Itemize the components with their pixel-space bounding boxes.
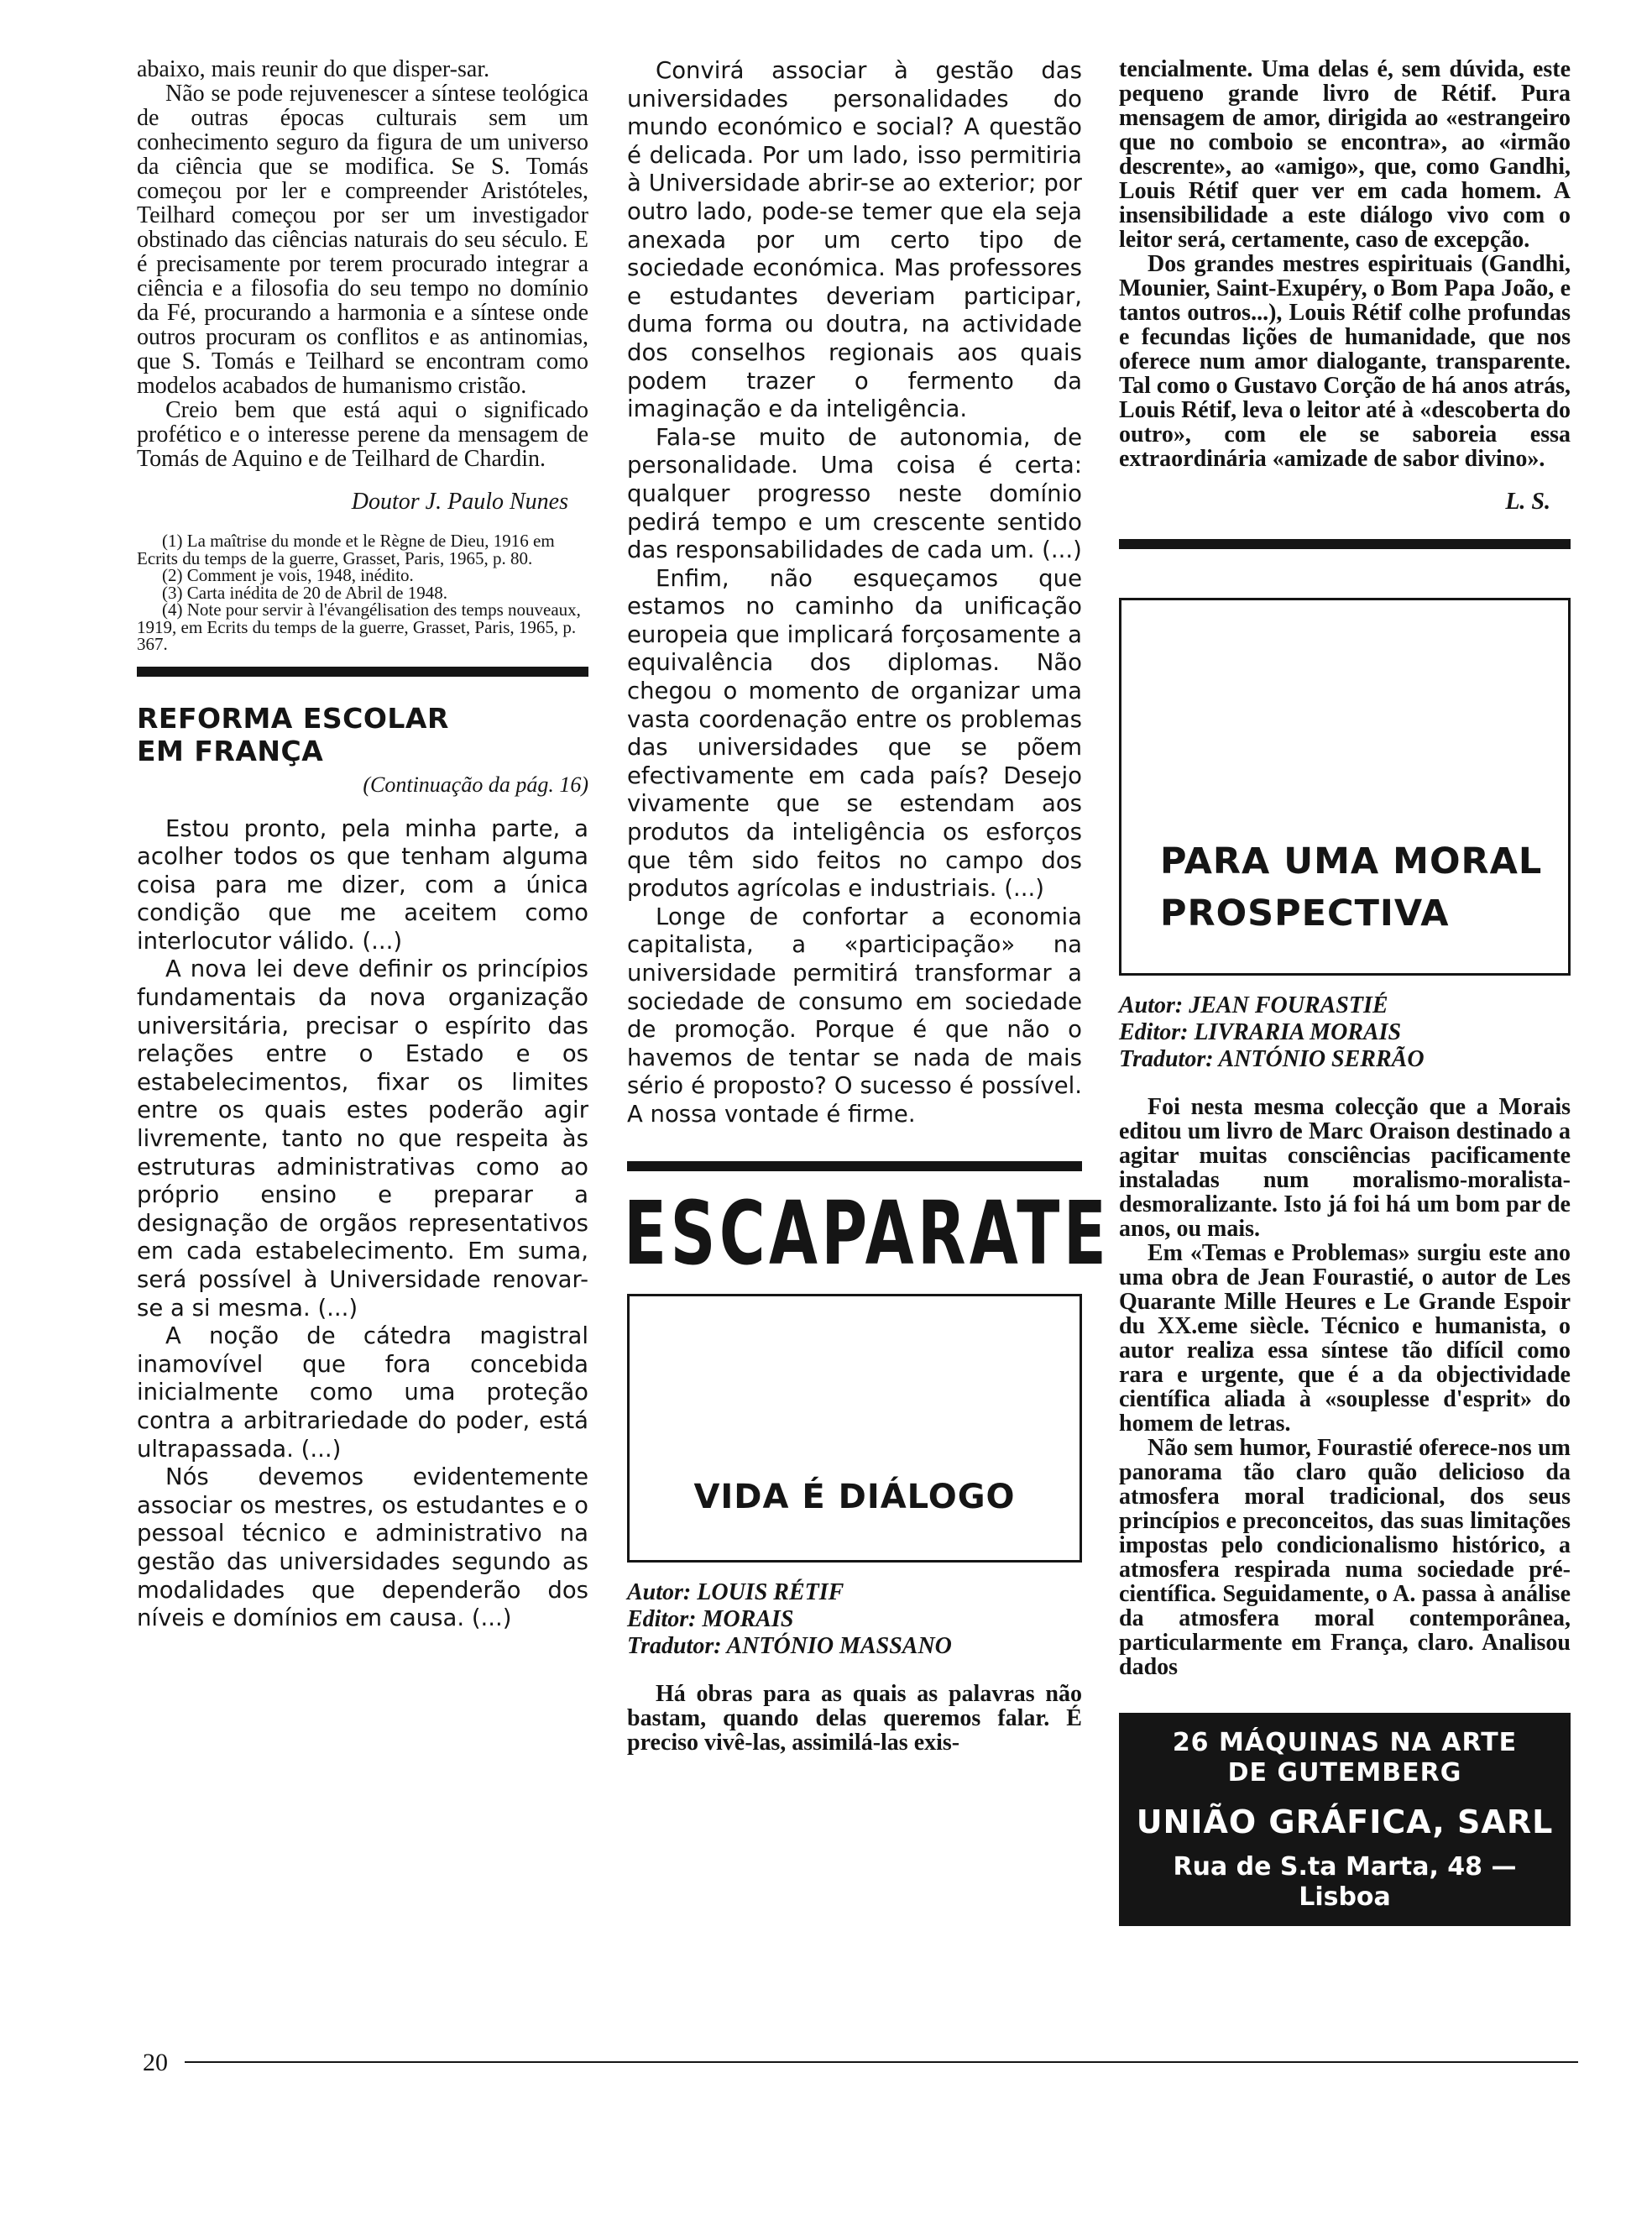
column-right bbox=[1119, 57, 1571, 1926]
column-left bbox=[137, 57, 588, 1633]
book-title-box bbox=[627, 1294, 1082, 1563]
ad-line: 26 MÁQUINAS NA ARTE bbox=[1172, 1728, 1518, 1757]
section-divider bbox=[627, 1161, 1082, 1171]
paragraph: Convirá associar à gestão das universidades personalidades do mundo económico e social? A questão é delicada. Por um lado, isso permitiria à Universidade abrir-se ao exterior; por outro lado, pode-se temer que ela seja anexada por um certo tipo de sociedade económica. Mas professores e estudantes deveriam participar, duma forma ou doutra, na actividade dos conselhos regionais aos quais podem trazer o fermento da imaginação e da inteligência. bbox=[627, 57, 1082, 423]
paragraph: Creio bem que está aqui o significado profético e o interesse perene da mensagem de Tomás de Aquino e de Teilhard de Chardin. bbox=[137, 397, 588, 472]
ad-address: Rua de S.ta Marta, 48 — Lisboa bbox=[1173, 1852, 1517, 1912]
paragraph: Enfim, não esqueçamos que estamos no caminho da unificação europeia que implicará forçosamente a equivalência dos diplomas. Não chegou o momento de organizar uma vasta coordenação entre os problemas das universidades que se põem efectivamente em cada país? Desejo vivamente que se estendam aos produtos da inteligência os esforços que têm sido feitos no campo dos produtos agrícolas e industriais. (...) bbox=[627, 564, 1082, 903]
section-title: ESCAPARATE bbox=[624, 1181, 1111, 1285]
book-translator: Tradutor: ANTÓNIO MASSANO bbox=[627, 1632, 952, 1659]
review-signature: L. S. bbox=[1505, 489, 1550, 515]
page-number: 20 bbox=[143, 2049, 168, 2076]
footnotes bbox=[137, 532, 588, 653]
paragraph: tencialmente. Uma delas é, sem dúvida, este pequeno grande livro de Rétif. Pura mensagem de amor, dirigida ao «estrangeiro que no comboio se encontra», ao «irmão descrente», ao «amigo», que, como Gandhi, Louis Rétif quer ver em cada homem. A insensibilidade a este diálogo vivo com o leitor será, certamente, caso de excepção. bbox=[1119, 56, 1571, 253]
column-middle bbox=[624, 57, 1111, 1756]
heading-line: EM FRANÇA bbox=[137, 734, 324, 767]
book-author: Autor: JEAN FOURASTIÉ bbox=[1119, 992, 1388, 1018]
continuation-note: (Continuação da pág. 16) bbox=[363, 772, 588, 797]
book-title-line: PROSPECTIVA bbox=[1160, 893, 1450, 934]
review-paragraph: Foi nesta mesma colecção que a Morais editou um livro de Marc Oraison destinado a agitar muitas consciências pacificamente instaladas num moralismo-moralista-desmoralizante. Isto já foi há um bom par de anos, ou mais. bbox=[1119, 1094, 1571, 1242]
paragraph: Nós devemos evidentemente associar os mestres, os estudantes e o pessoal técnico e administrativo na gestão das universidades segundo as modalidades que dependerão dos níveis e domínios em causa. (...) bbox=[137, 1463, 588, 1632]
footer-rule bbox=[185, 2061, 1578, 2063]
book-title-line: PARA UMA MORAL bbox=[1160, 840, 1543, 882]
article-body bbox=[137, 815, 588, 1633]
article-signature: Doutor J. Paulo Nunes bbox=[351, 489, 568, 515]
paragraph: Estou pronto, pela minha parte, a acolher todos os que tenham alguma coisa para me dizer, com a única condição que me aceitem como interlocutor válido. (...) bbox=[137, 814, 588, 955]
paragraph: A nova lei deve definir os princípios fundamentais da nova organização universitária, precisar o espírito das relações entre o Estado e os estabelecimentos, fixar os limites entre os quais estes poderão agir livremente, tanto no que respeita às estruturas administrativas como ao próprio ensino e preparar a designação de orgãos representativos em cada estabelecimento. Em suma, será possível à Universidade renovar-se a si mesma. (...) bbox=[137, 955, 588, 1322]
book-translator: Tradutor: ANTÓNIO SERRÃO bbox=[1119, 1046, 1425, 1072]
footnote: (3) Carta inédita de 20 de Abril de 1948. bbox=[162, 582, 447, 603]
advertisement bbox=[1119, 1713, 1571, 1926]
review-paragraph: Em «Temas e Problemas» surgiu este ano uma obra de Jean Fourastié, o autor de Les Quarante Mille Heures e Le Grande Espoir du XX.eme siècle. Técnico e humanista, o autor realiza essa síntese tão difícil como rara e urgente, que é a da objectividade científica aliada à «souplesse d'esprit» do homem de letras. bbox=[1119, 1240, 1571, 1437]
book-credits bbox=[627, 1579, 1082, 1660]
book-editor: Editor: MORAIS bbox=[627, 1605, 794, 1632]
review-paragraph: Não sem humor, Fourastié oferece-nos um panorama tão claro quão delicioso da atmosfera moral tradicional, dos seus princípios e preconceitos, das suas limitações impostas pelo condicionalismo histórico, a atmosfera respirada numa sociedade pré-científica. Seguidamente, o A. passa à análise da atmosfera moral contemporânea, particularmente em França, claro. Analisou dados bbox=[1119, 1435, 1571, 1680]
section-divider bbox=[1119, 539, 1571, 549]
paragraph: abaixo, mais reunir do que disper-sar. bbox=[137, 56, 490, 82]
paragraph: Longe de confortar a economia capitalista, a «participação» na universidade permitirá transformar a sociedade de consumo em sociedade de promoção. Porque é que não o havemos de tentar se nada de mais sério é proposto? O sucesso é possível. A nossa vontade é firme. bbox=[627, 903, 1082, 1128]
book-editor: Editor: LIVRARIA MORAIS bbox=[1119, 1019, 1402, 1045]
paragraph: Fala-se muito de autonomia, de personalidade. Uma coisa é certa: qualquer progresso neste domínio pedirá tempo e um crescente sentido das responsabilidades de cada um. (...) bbox=[627, 423, 1082, 564]
paragraph: Dos grandes mestres espirituais (Gandhi, Mounier, Saint-Exupéry, o Bom Papa João, e tantos outros...), Louis Rétif colhe profundas e fecundas lições de humanidade, que nos oferece num amor dialogante, transparente. Tal como o Gustavo Corção de há anos atrás, Louis Rétif, leva o leitor até à «descoberta do outro», com ele se saboreia essa extraordinária «amizade de sabor divino». bbox=[1119, 251, 1571, 472]
paragraph: Não se pode rejuvenescer a síntese teológica de outras épocas culturais sem um conhecimento seguro da figura de um universo da ciência que se modifica. Se S. Tomás começou por ler e compreender Aristóteles, Teilhard começou por ser um investigador obstinado das ciências naturais do seu século. E é precisamente por terem procurado integrar a ciência e a filosofia do seu tempo no domínio da Fé, procurando a harmonia e a síntese onde outros procuram os conflitos e as antinomias, que S. Tomás e Teilhard se encontram como modelos acabados de humanismo cristão. bbox=[137, 81, 588, 399]
footnote: (2) Comment je vois, 1948, inédito. bbox=[162, 565, 414, 585]
book-author: Autor: LOUIS RÉTIF bbox=[627, 1578, 844, 1605]
section-divider bbox=[137, 667, 588, 677]
book-title: VIDA É DIÁLOGO bbox=[693, 1477, 1016, 1516]
review-paragraph: Há obras para as quais as palavras não bastam, quando delas queremos falar. É preciso vivê-las, assimilá-las exis- bbox=[627, 1680, 1082, 1756]
heading-line: REFORMA ESCOLAR bbox=[137, 701, 449, 735]
book-credits bbox=[1119, 992, 1571, 1073]
footnote: (1) La maîtrise du monde et le Règne de Dieu, 1916 em Ecrits du temps de la guerre, Grasset, Paris, 1965, p. 80. bbox=[137, 531, 555, 568]
ad-company-name: UNIÃO GRÁFICA, SARL bbox=[1136, 1803, 1554, 1840]
paragraph: A noção de cátedra magistral inamovível que fora concebida inicialmente como uma proteção contra a arbitrariedade do poder, está ultrapassada. (...) bbox=[137, 1322, 588, 1463]
book-title-box bbox=[1119, 598, 1571, 976]
ad-line: DE GUTEMBERG bbox=[1227, 1758, 1462, 1788]
article-heading bbox=[137, 702, 588, 767]
footnote: (4) Note pour servir à l'évangélisation des temps nouveaux, 1919, em Ecrits du temps de la guerre, Grasset, Paris, 1965, p. 367. bbox=[137, 599, 581, 654]
